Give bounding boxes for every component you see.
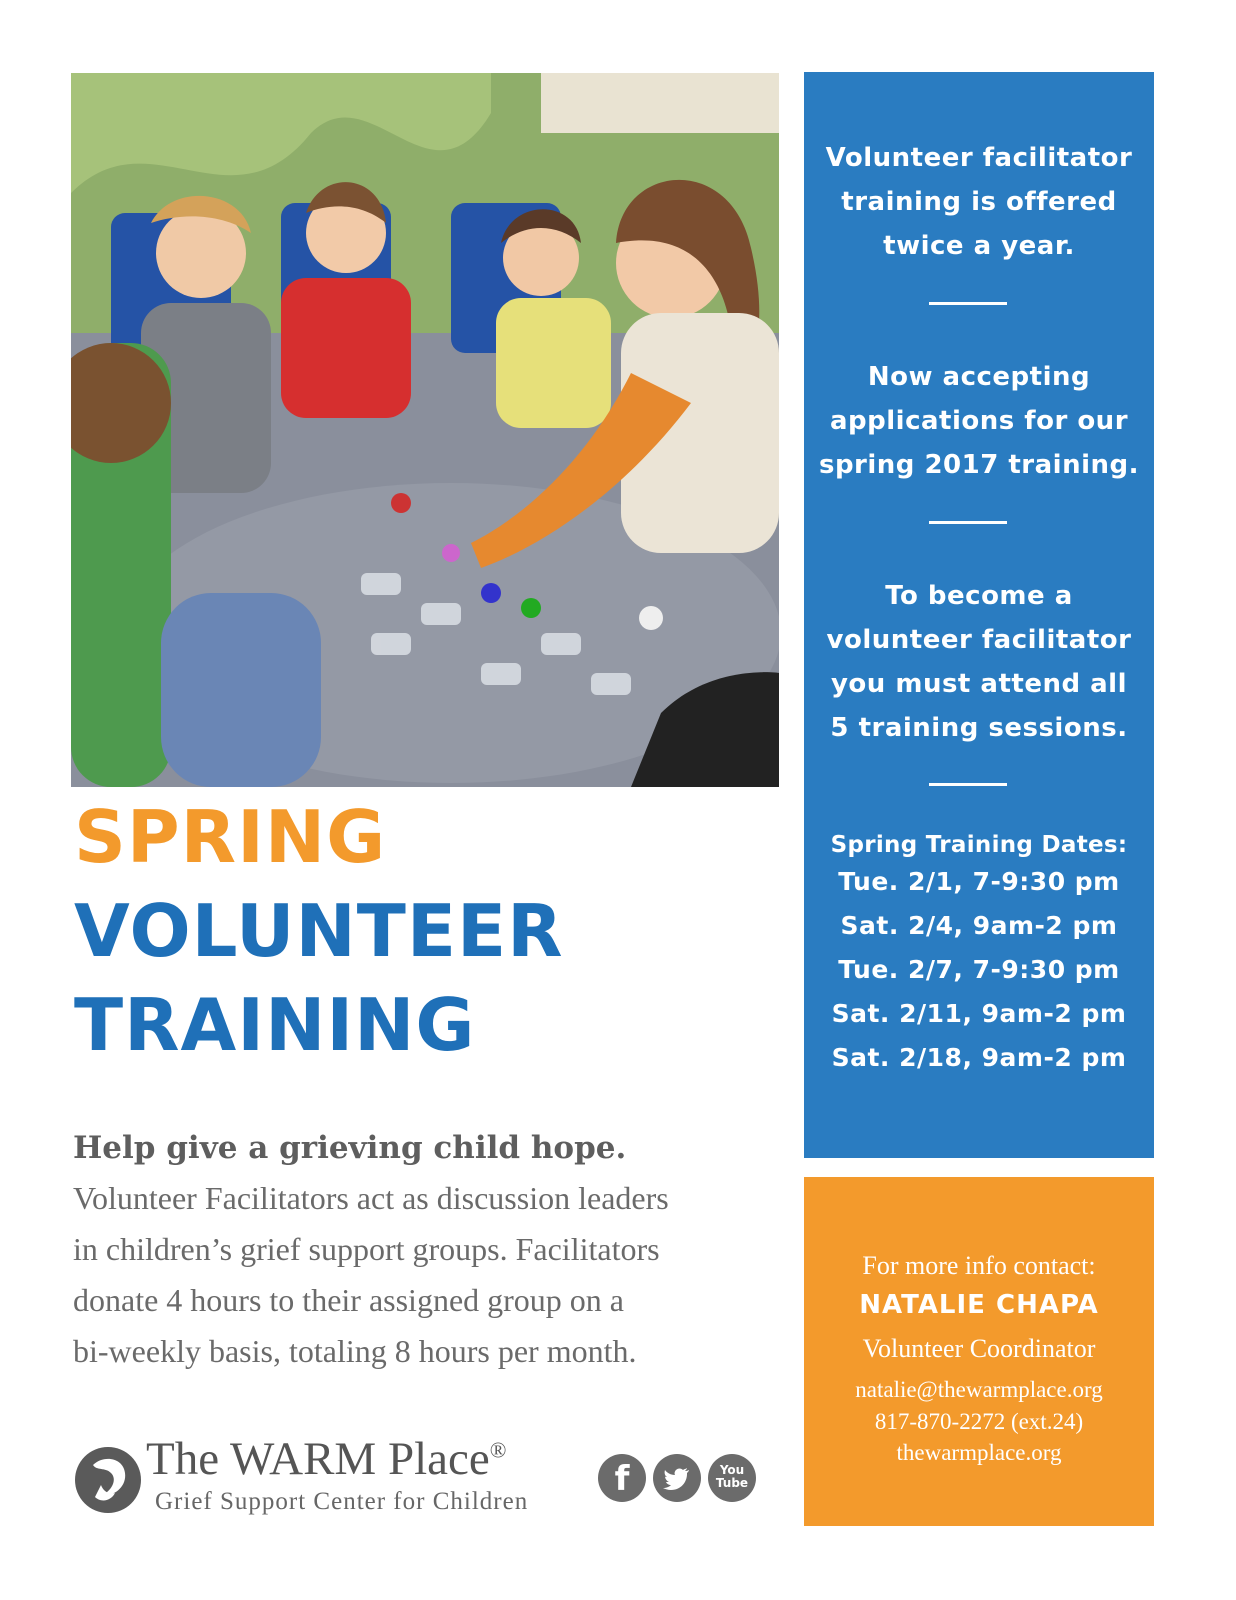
info-panel [804,72,1154,1158]
date-item: Sat. 2/4, 9am-2 pm [840,911,1118,940]
date-item: Tue. 2/7, 7-9:30 pm [838,955,1120,984]
photo-children-circle [71,73,779,787]
training-dates [804,830,1154,1080]
org-subtitle: Grief Support Center for Children [155,1488,529,1515]
headline-volunteer: VOLUNTEER [74,889,564,973]
contact-panel [804,1177,1154,1526]
contact-name: NATALIE CHAPA [859,1290,1099,1320]
date-item: Sat. 2/18, 9am-2 pm [831,1043,1127,1072]
training-frequency-text: Volunteer facilitator training is offered twice a year. [825,143,1133,261]
divider [929,302,1007,305]
contact-email[interactable]: natalie@thewarmplace.org [855,1377,1103,1402]
requirement-text: To become a volunteer facilitator you must attend all 5 training sessions. [826,581,1132,743]
contact-label: For more info contact: [862,1251,1096,1280]
contact-phone[interactable]: 817-870-2272 (ext.24) [874,1409,1084,1434]
twitter-icon[interactable] [653,1454,701,1502]
date-item: Sat. 2/11, 9am-2 pm [831,999,1127,1028]
contact-role: Volunteer Coordinator [862,1334,1096,1363]
applications-text: Now accepting applications for our spring 2017 training. [818,362,1140,480]
facebook-icon[interactable]: f [598,1454,646,1502]
dates-heading: Spring Training Dates: [830,832,1128,858]
divider [929,521,1007,524]
contact-website[interactable]: thewarmplace.org [896,1440,1062,1465]
tagline: Help give a grieving child hope. [73,1130,627,1166]
youtube-icon[interactable]: You Tube [708,1454,756,1502]
headline-training: TRAINING [74,983,476,1067]
warm-place-logo-icon [73,1445,143,1515]
date-item: Tue. 2/1, 7-9:30 pm [838,867,1120,896]
org-name: The WARM Place® [146,1433,507,1485]
description-text: Volunteer Facilitators act as discussion leaders in children’s grief support groups. Facilitators donate 4 hours to their assigned group on a bi-weekly basis, totaling 8 hours per month. [73,1180,669,1369]
hero-photo [71,73,779,787]
headline-spring: SPRING [74,795,387,879]
divider [929,783,1007,786]
